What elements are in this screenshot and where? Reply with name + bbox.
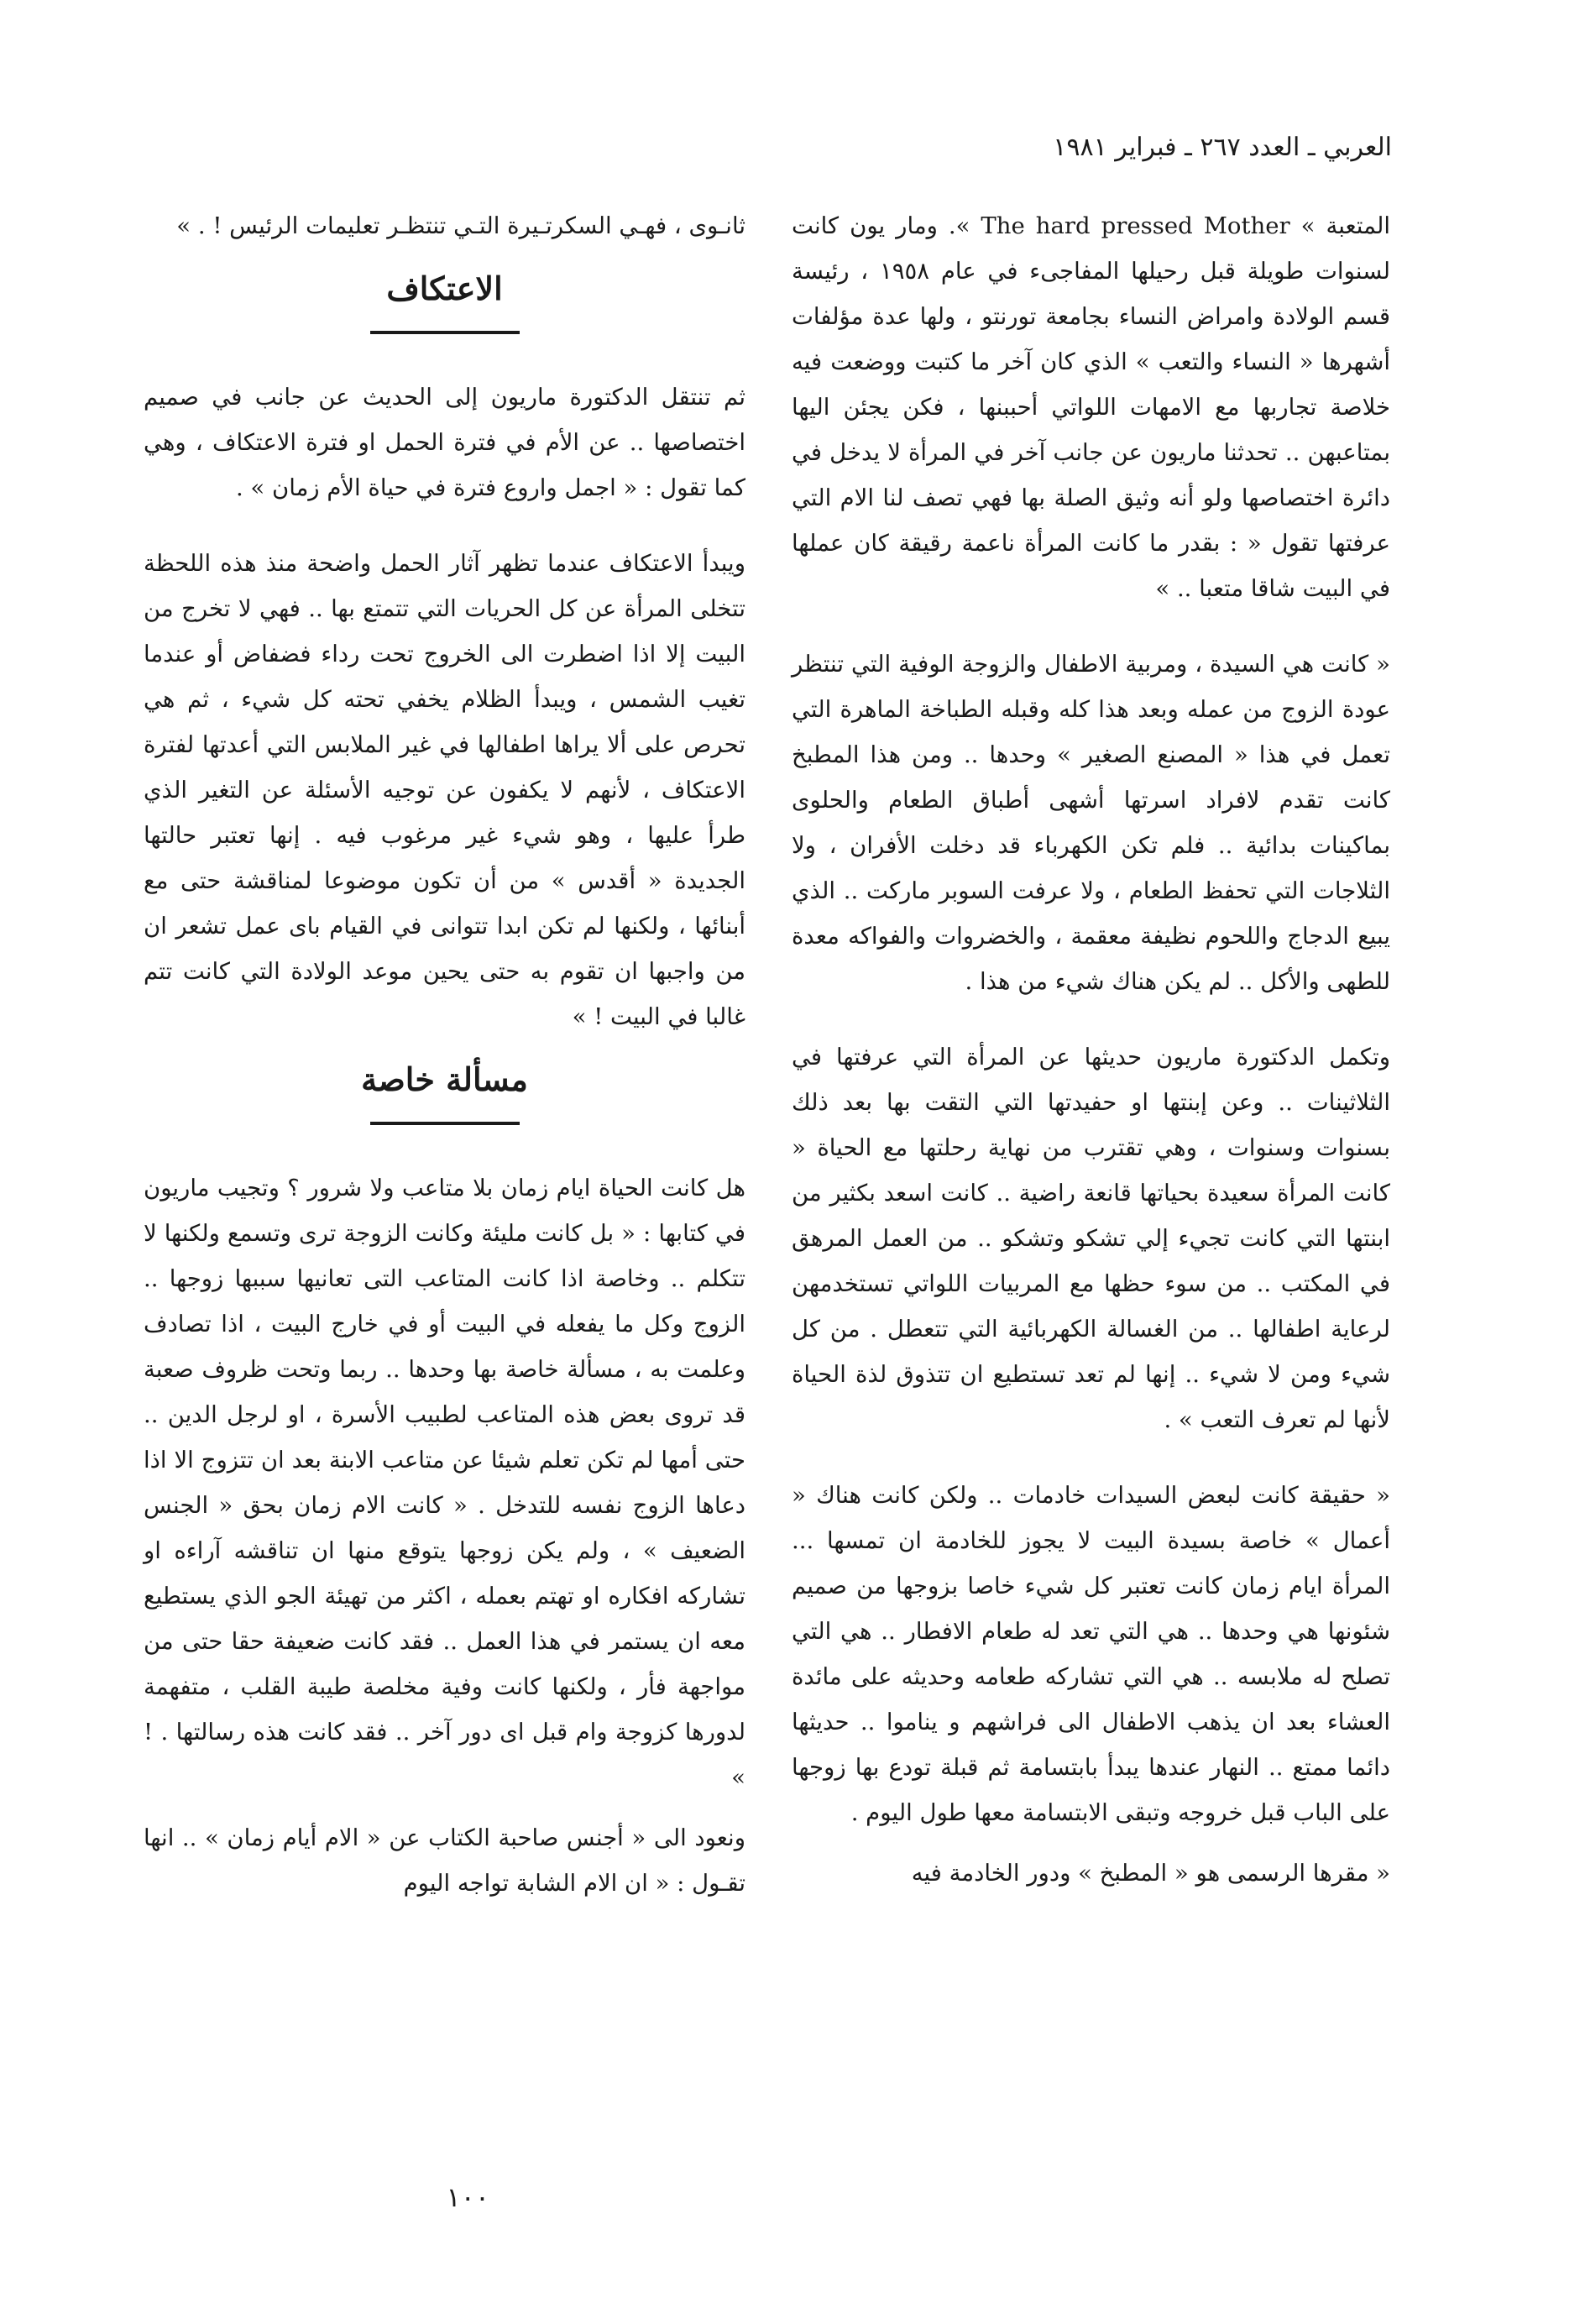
heading-underline — [370, 1122, 520, 1125]
section-heading-seclusion: الاعتكاف — [386, 270, 503, 307]
body-paragraph: ثم تنتقل الدكتورة ماريون إلى الحديث عن جانب في صميم اختصاصها .. عن الأم في فترة الحمل او فترة الاعتكاف ، وهي كما تقول : « اجمل واروع فترة في حياة الأم زمان » . — [144, 384, 745, 501]
body-paragraph: ثانـوى ، فهـي السكرتـيرة التـي تنتظـر تعليمات الرئيس ! . » — [176, 212, 745, 239]
left-column — [144, 203, 745, 1936]
body-paragraph: « كانت هي السيدة ، ومربية الاطفال والزوجة الوفية التي تنتظر عودة الزوج من عمله وبعد هذا كله وقبله الطباخة الماهرة التي تعمل في هذا « المصنع الصغير » وحدها .. ومن هذا المطبخ كانت تقدم لافراد اسرتها أشهى أطباق الطعام والحلوى بماكينات بدائية .. فلم تكن الكهرباء قد دخلت الأفران ، ولا الثلاجات التي تحفظ الطعام ، ولا عرفت السوبر ماركت .. الذي يبيع الدجاج واللحوم نظيفة معقمة ، والخضروات والفواكه معدة للطهى والأكل .. لم يكن هناك شيء من هذا . — [792, 651, 1390, 995]
body-paragraph: « مقرها الرسمى هو « المطبخ » ودور الخادمة فيه — [911, 1860, 1390, 1887]
right-column — [792, 203, 1390, 1926]
body-paragraph: هل كانت الحياة ايام زمان بلا متاعب ولا شرور ؟ وتجيب ماريون في كتابها : « بل كانت مليئة وكانت الزوجة ترى وتسمع ولكنها لا تتكلم .. وخاصة اذا كانت المتاعب التى تعانيها سببها زوجها .. الزوج وكل ما يفعله في البيت أو في خارج البيت ، اذا تصادف وعلمت به ، مسألة خاصة بها وحدها .. ربما وتحت ظروف صعبة قد تروى بعض هذه المتاعب لطبيب الأسرة ، او لرجل الدين .. حتى أمها لم تكن تعلم شيئا عن متاعب الابنة بعد ان تتزوج الا اذا دعاها الزوج نفسه للتدخل . « كانت الام زمان بحق « الجنس الضعيف » ، ولم يكن زوجها يتوقع منها ان تناقشه آراءه او تشاركه افكاره او تهتم بعمله ، اكثر من تهيئة الجو الذي يستطيع معه ان يستمر في هذا العمل .. فقد كانت ضعيفة حقا حتى من مواجهة فأر ، ولكنها كانت وفية مخلصة طيبة القلب ، متفهمة لدورها كزوجة وام قبل اى دور آخر .. فقد كانت هذه رسالتها . ! » — [144, 1175, 745, 1791]
body-paragraph: المتعبة » The hard pressed Mother ». ومار يون كانت لسنوات طويلة قبل رحيلها المفاجىء في عام ١٩٥٨ ، رئيسة قسم الولادة وامراض النساء بجامعة تورنتو ، ولها عدة مؤلفات أشهرها « النساء والتعب » الذي كان آخر ما كتبت ووضعت فيه خلاصة تجاربها مع الامهات اللواتي أحببنها ، فكن يجئن اليها بمتاعبهن .. تحدثنا ماريون عن جانب آخر في المرأة لا يدخل في دائرة اختصاصها ولو أنه وثيق الصلة بها فهي تصف لنا الام التي عرفتها تقول « : بقدر ما كانت المرأة ناعمة رقيقة كان عملها في البيت شاقا متعبا .. » — [792, 212, 1390, 602]
section-heading-private-matter: مسألة خاصة — [361, 1060, 528, 1098]
body-paragraph: وتكمل الدكتورة ماريون حديثها عن المرأة التي عرفتها في الثلاثينات .. وعن إبنتها او حفيدتها التي التقت بها بعد ذلك بسنوات وسنوات ، وهي تقترب من نهاية رحلتها مع الحياة « كانت المرأة سعيدة بحياتها قانعة راضية .. كانت اسعد بكثير من ابنتها التي كانت تجيء إلي تشكو وتشكو .. من العمل المرهق في المكتب .. من سوء حظها مع المربيات اللواتي تستخدمهن لرعاية اطفالها .. من الغسالة الكهربائية التي تتعطل . من كل شيء ومن لا شيء .. إنها لم تعد تستطيع ان تتذوق لذة الحياة لأنها لم تعرف التعب » . — [792, 1044, 1390, 1433]
body-paragraph: ويبدأ الاعتكاف عندما تظهر آثار الحمل واضحة منذ هذه اللحظة تتخلى المرأة عن كل الحريات التي تتمتع بها .. فهي لا تخرج من البيت إلا اذا اضطرت الى الخروج تحت رداء فضفاض أو عندما تغيب الشمس ، ويبدأ الظلام يخفي تحته كل شيء ، ثم هي تحرص على ألا يراها اطفالها في غير الملابس التي أعدتها لفترة الاعتكاف ، لأنهم لا يكفون عن توجيه الأسئلة عن التغير الذي طرأ عليها ، وهو شيء غير مرغوب فيه . إنها تعتبر حالتها الجديدة « أقدس » من أن تكون موضوعا لمناقشة حتى مع أبنائها ، ولكنها لم تكن ابدا تتوانى في القيام باى عمل تشعر ان من واجبها ان تقوم به حتى يحين موعد الولادة التي كانت تتم غالبا في البيت ! » — [144, 550, 745, 1030]
page-number: ١٠٠ — [446, 2181, 489, 2213]
body-paragraph: « حقيقة كانت لبعض السيدات خادمات .. ولكن كانت هناك « أعمال » خاصة بسيدة البيت لا يجوز للخادمة ان تمسها ... المرأة ايام زمان كانت تعتبر كل شيء خاصا بزوجها من صميم شئونها هي وحدها .. هي التي تعد له طعام الافطار .. هي التي تصلح له ملابسه .. هي التي تشاركه طعامه وحديثه على مائدة العشاء بعد ان يذهب الاطفال الى فراشهم و يناموا .. حديثها دائما ممتع .. النهار عندها يبدأ بابتسامة ثم قبلة تودع بها زوجها على الباب قبل خروجه وتبقى الابتسامة معها طول اليوم . — [792, 1482, 1390, 1826]
heading-underline — [370, 331, 520, 334]
body-paragraph: ونعود الى « أجنس صاحبة الكتاب عن « الام أيام زمان » .. انها تقـول : « ان الام الشابة تواجه اليوم — [144, 1824, 745, 1897]
running-header: العربي ـ العدد ٢٦٧ ـ فبراير ١٩٨١ — [1053, 133, 1392, 162]
